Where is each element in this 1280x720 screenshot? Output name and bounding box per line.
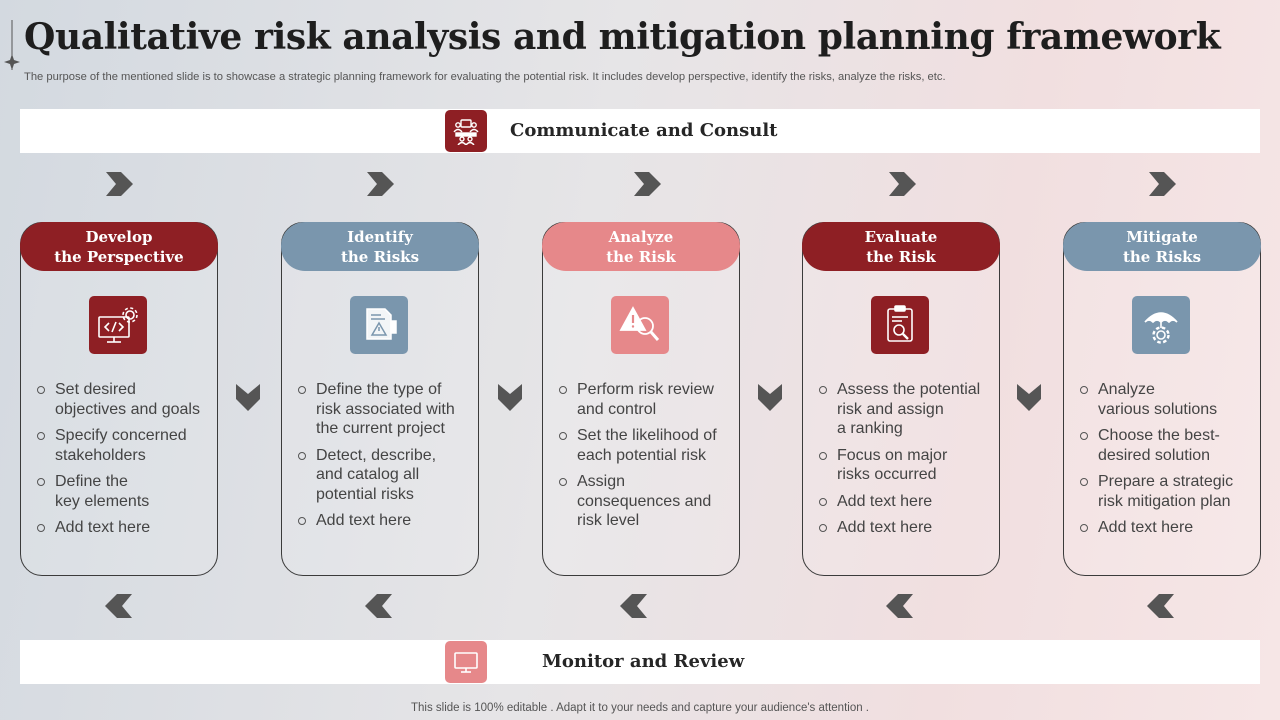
list-item: Add text here <box>35 518 215 538</box>
list-item: Define the type of risk associated with the current project <box>296 380 476 439</box>
down-arrow-icon <box>495 382 525 412</box>
monitor-review-label: Monitor and Review <box>542 651 745 672</box>
stage-title: Evaluate the Risk <box>802 222 1000 271</box>
list-item: Focus on major risks occurred <box>817 446 997 485</box>
stage-card-identify <box>281 222 479 576</box>
list-item: Analyze various solutions <box>1078 380 1258 419</box>
right-arrow-icon <box>1147 169 1177 199</box>
down-arrow-icon <box>755 382 785 412</box>
stage-list <box>296 380 476 538</box>
list-item: Assess the potential risk and assign a ranking <box>817 380 997 439</box>
meeting-icon <box>445 110 487 152</box>
stage-list <box>1078 380 1258 545</box>
page-title: Qualitative risk analysis and mitigation planning framework <box>24 16 1221 58</box>
list-item: Specify concerned stakeholders <box>35 426 215 465</box>
right-arrow-icon <box>887 169 917 199</box>
code-monitor-gear-icon <box>89 296 147 354</box>
right-arrow-icon <box>632 169 662 199</box>
list-item: Prepare a strategic risk mitigation plan <box>1078 472 1258 511</box>
stage-card-evaluate <box>802 222 1000 576</box>
footer-note: This slide is 100% editable . Adapt it to your needs and capture your audience's attention . <box>410 702 869 714</box>
stage-list <box>35 380 215 545</box>
communicate-consult-band <box>20 109 1260 153</box>
warning-magnifier-icon <box>611 296 669 354</box>
left-arrow-icon <box>885 591 915 621</box>
page-subtitle: The purpose of the mentioned slide is to showcase a strategic planning framework for evaluating the potential risk. It includes develop perspective, identify the risks, analyze the risks, etc. <box>24 71 946 83</box>
list-item: Add text here <box>296 511 476 531</box>
left-arrow-icon <box>364 591 394 621</box>
right-arrow-icon <box>365 169 395 199</box>
list-item: Add text here <box>817 518 997 538</box>
monitor-icon <box>445 641 487 683</box>
list-item: Set the likelihood of each potential risk <box>557 426 737 465</box>
list-item: Choose the best- desired solution <box>1078 426 1258 465</box>
communicate-consult-label: Communicate and Consult <box>510 120 778 141</box>
list-item: Set desired objectives and goals <box>35 380 215 419</box>
list-item: Define the key elements <box>35 472 215 511</box>
stage-list <box>817 380 997 545</box>
list-item: Perform risk review and control <box>557 380 737 419</box>
umbrella-gear-icon <box>1132 296 1190 354</box>
monitor-review-band <box>20 640 1260 684</box>
stage-title: Identify the Risks <box>281 222 479 271</box>
left-arrow-icon <box>104 591 134 621</box>
document-warning-icon <box>350 296 408 354</box>
stage-title: Analyze the Risk <box>542 222 740 271</box>
down-arrow-icon <box>1014 382 1044 412</box>
list-item: Detect, describe, and catalog all potential risks <box>296 446 476 505</box>
stage-title: Develop the Perspective <box>20 222 218 271</box>
clipboard-search-icon <box>871 296 929 354</box>
list-item: Add text here <box>817 492 997 512</box>
stage-title: Mitigate the Risks <box>1063 222 1261 271</box>
right-arrow-icon <box>104 169 134 199</box>
stage-card-develop <box>20 222 218 576</box>
list-item: Add text here <box>1078 518 1258 538</box>
down-arrow-icon <box>233 382 263 412</box>
sparkle-decoration-icon <box>2 20 22 70</box>
stage-list <box>557 380 737 538</box>
stage-card-mitigate <box>1063 222 1261 576</box>
left-arrow-icon <box>1146 591 1176 621</box>
stage-card-analyze <box>542 222 740 576</box>
left-arrow-icon <box>619 591 649 621</box>
list-item: Assign consequences and risk level <box>557 472 737 531</box>
